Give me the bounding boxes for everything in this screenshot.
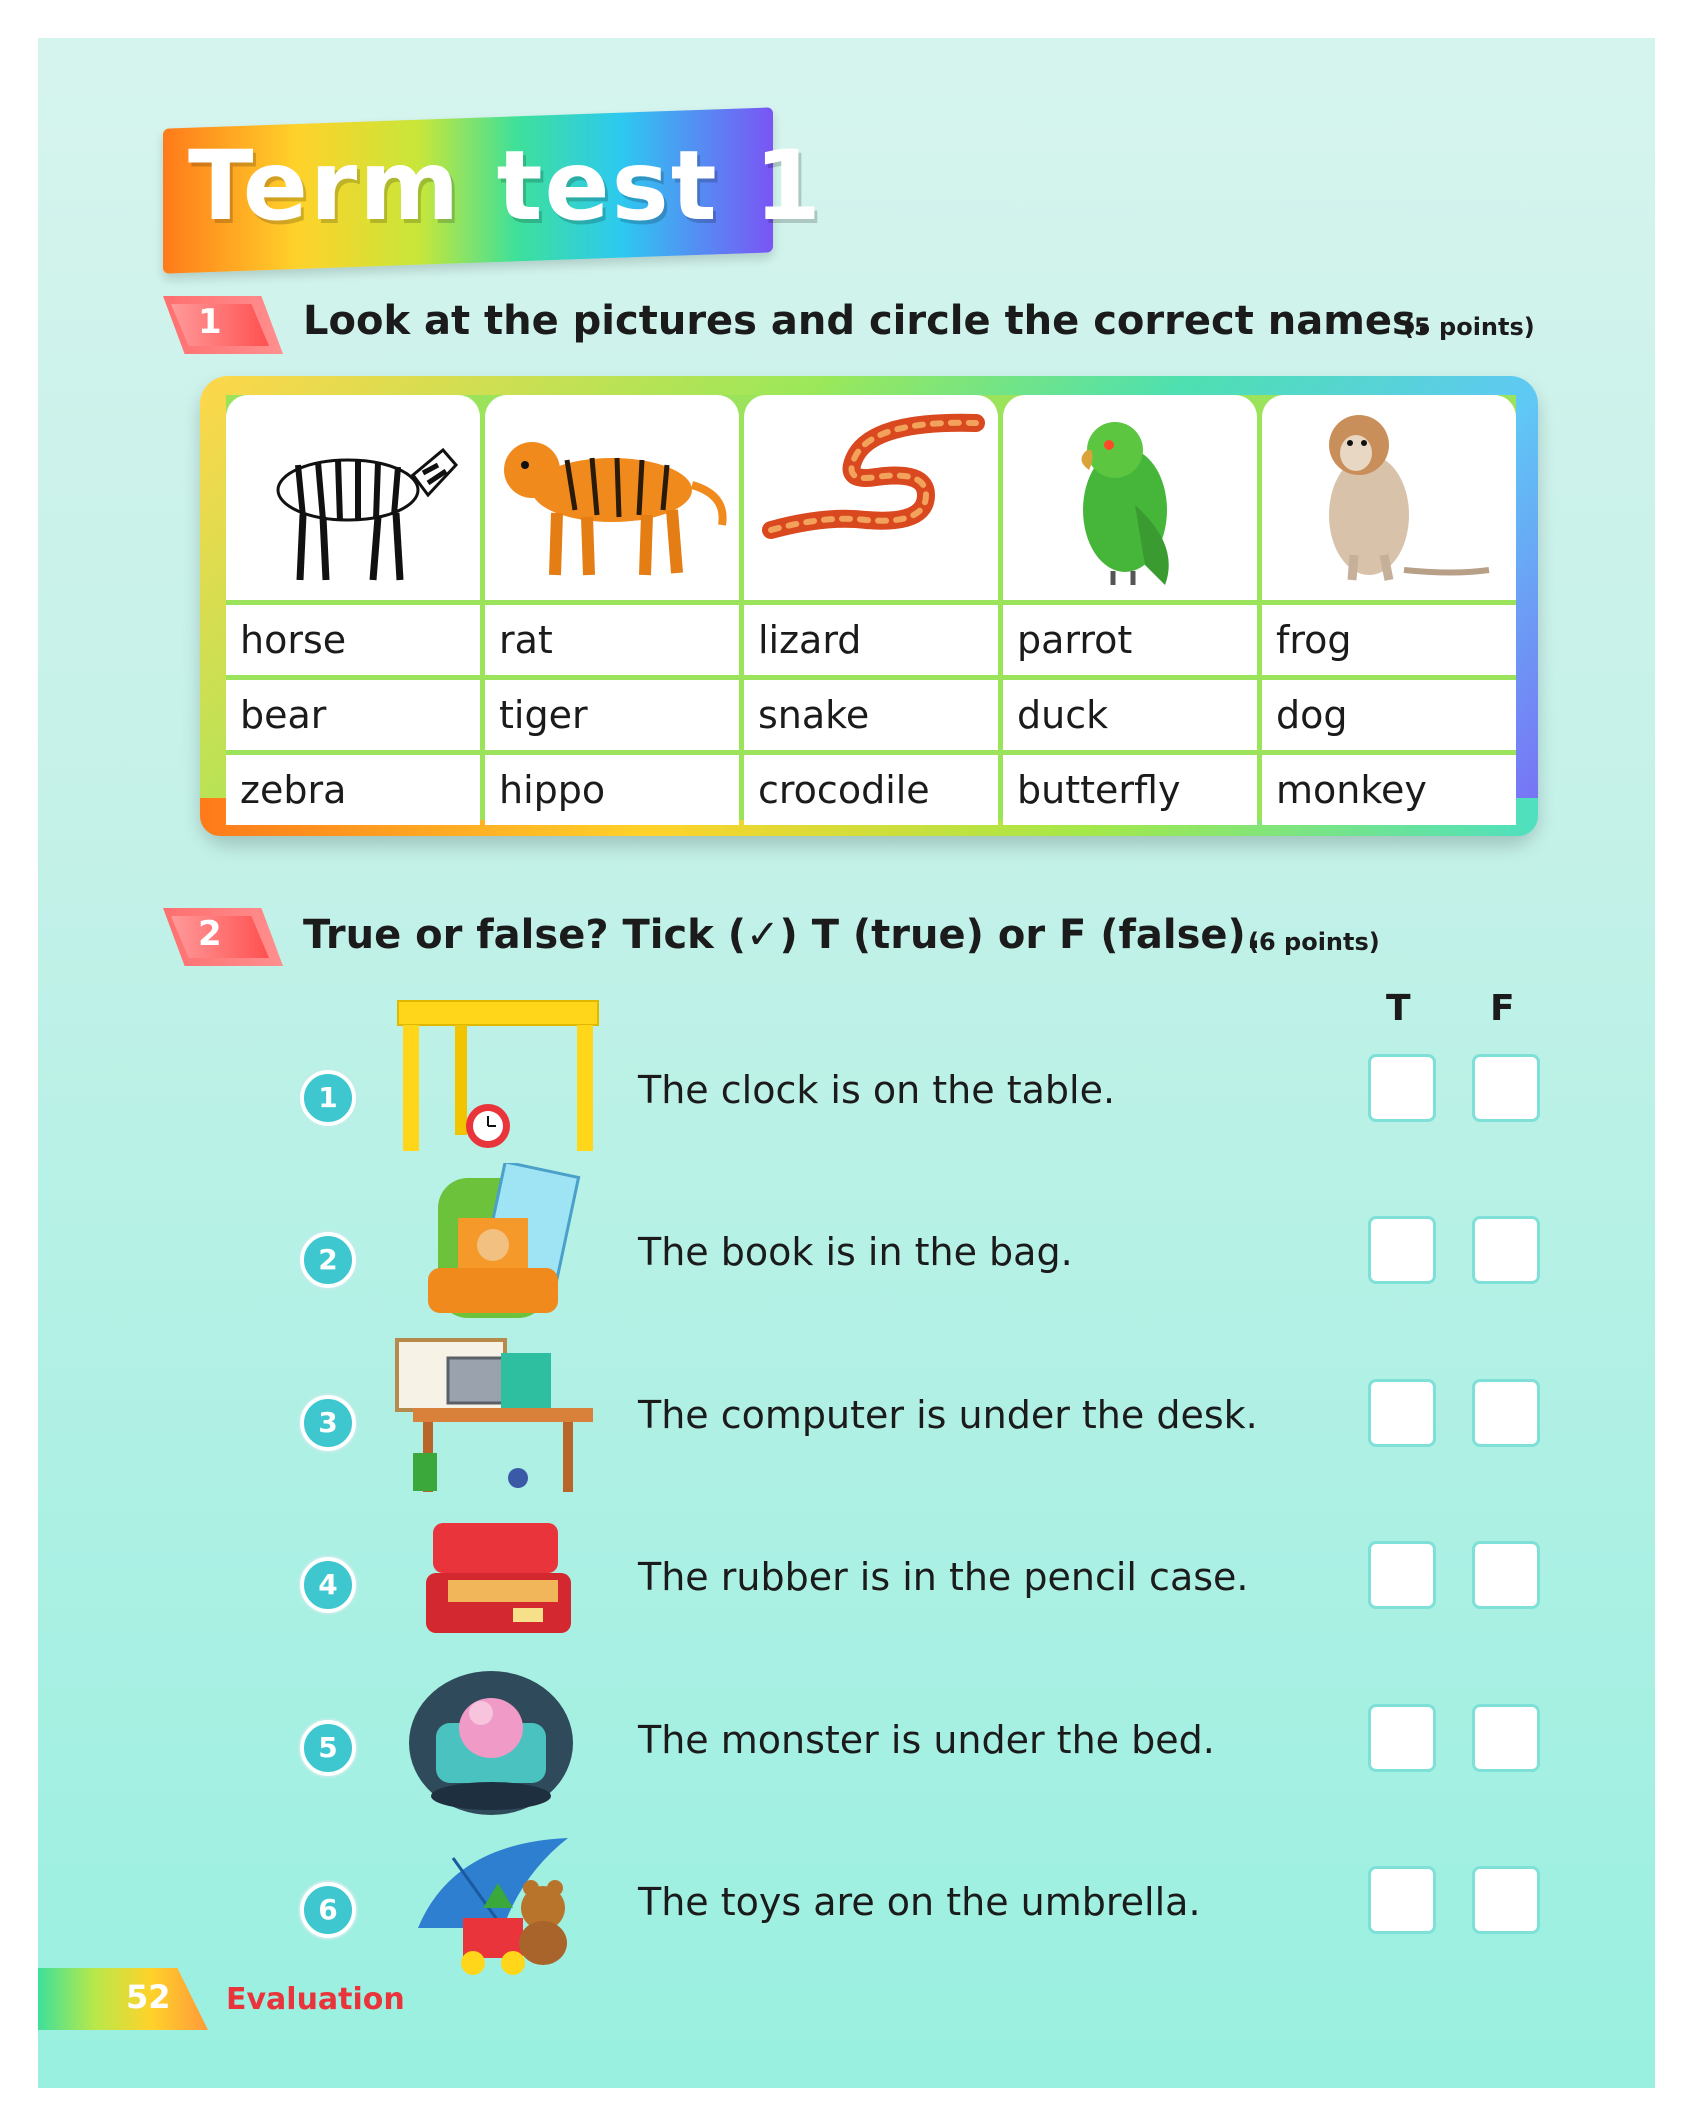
word-option[interactable]: horse [226, 605, 480, 675]
footer-label: Evaluation [226, 1982, 405, 2017]
word-option[interactable]: rat [485, 605, 739, 675]
worksheet-page [38, 38, 1655, 2088]
true-checkbox[interactable] [1368, 1054, 1436, 1122]
word-option[interactable]: duck [1003, 680, 1257, 750]
true-checkbox[interactable] [1368, 1704, 1436, 1772]
section-2-number: 2 [198, 914, 222, 954]
table-clock-icon [393, 996, 603, 1146]
word-option[interactable]: hippo [485, 755, 739, 825]
false-checkbox[interactable] [1472, 1379, 1540, 1447]
section-2-points: (6 points) [1248, 928, 1380, 956]
item-number: 4 [300, 1557, 356, 1613]
word-option[interactable]: monkey [1262, 755, 1516, 825]
statement-text: The clock is on the table. [638, 1068, 1116, 1112]
false-checkbox[interactable] [1472, 1866, 1540, 1934]
statement-text: The book is in the bag. [638, 1230, 1073, 1274]
word-option[interactable]: parrot [1003, 605, 1257, 675]
word-option[interactable]: tiger [485, 680, 739, 750]
bed-monster-icon [406, 1668, 616, 1818]
parrot-icon [1003, 395, 1257, 600]
snake-icon [744, 395, 998, 600]
true-column-header: T [1386, 988, 1411, 1029]
true-checkbox[interactable] [1368, 1379, 1436, 1447]
word-option[interactable]: snake [744, 680, 998, 750]
word-option[interactable]: frog [1262, 605, 1516, 675]
page-number: 52 [126, 1978, 171, 2016]
section-1-instruction: Look at the pictures and circle the correct names. [303, 298, 1432, 344]
item-number: 6 [300, 1882, 356, 1938]
statement-text: The monster is under the bed. [638, 1718, 1215, 1762]
desk-computer-icon [393, 1338, 603, 1488]
pencil-case-icon [418, 1518, 628, 1668]
word-option[interactable]: butterfly [1003, 755, 1257, 825]
section-1-points: (5 points) [1403, 313, 1535, 341]
word-option[interactable]: lizard [744, 605, 998, 675]
page-number-tab [38, 1968, 208, 2030]
item-number: 1 [300, 1070, 356, 1126]
item-number: 2 [300, 1232, 356, 1288]
section-2-instruction: True or false? Tick (✓) T (true) or F (false). [303, 912, 1262, 958]
section-1-tab [163, 296, 283, 354]
true-checkbox[interactable] [1368, 1216, 1436, 1284]
section-1-number: 1 [198, 302, 222, 342]
animal-table [226, 395, 1516, 820]
item-number: 3 [300, 1395, 356, 1451]
word-option[interactable]: crocodile [744, 755, 998, 825]
word-option[interactable]: dog [1262, 680, 1516, 750]
false-checkbox[interactable] [1472, 1054, 1540, 1122]
true-checkbox[interactable] [1368, 1866, 1436, 1934]
umbrella-toys-icon [413, 1833, 623, 1983]
zebra-icon [226, 395, 480, 600]
monkey-icon [1262, 395, 1516, 600]
item-number: 5 [300, 1720, 356, 1776]
page-title: Term test 1 [188, 130, 823, 242]
false-checkbox[interactable] [1472, 1704, 1540, 1772]
false-checkbox[interactable] [1472, 1541, 1540, 1609]
statement-text: The computer is under the desk. [638, 1393, 1258, 1437]
word-option[interactable]: bear [226, 680, 480, 750]
statement-text: The rubber is in the pencil case. [638, 1555, 1249, 1599]
true-checkbox[interactable] [1368, 1541, 1436, 1609]
statement-text: The toys are on the umbrella. [638, 1880, 1201, 1924]
false-column-header: F [1490, 988, 1515, 1029]
tiger-icon [485, 395, 739, 600]
section-2-tab [163, 908, 283, 966]
false-checkbox[interactable] [1472, 1216, 1540, 1284]
schoolbag-icon [408, 1163, 618, 1313]
word-option[interactable]: zebra [226, 755, 480, 825]
